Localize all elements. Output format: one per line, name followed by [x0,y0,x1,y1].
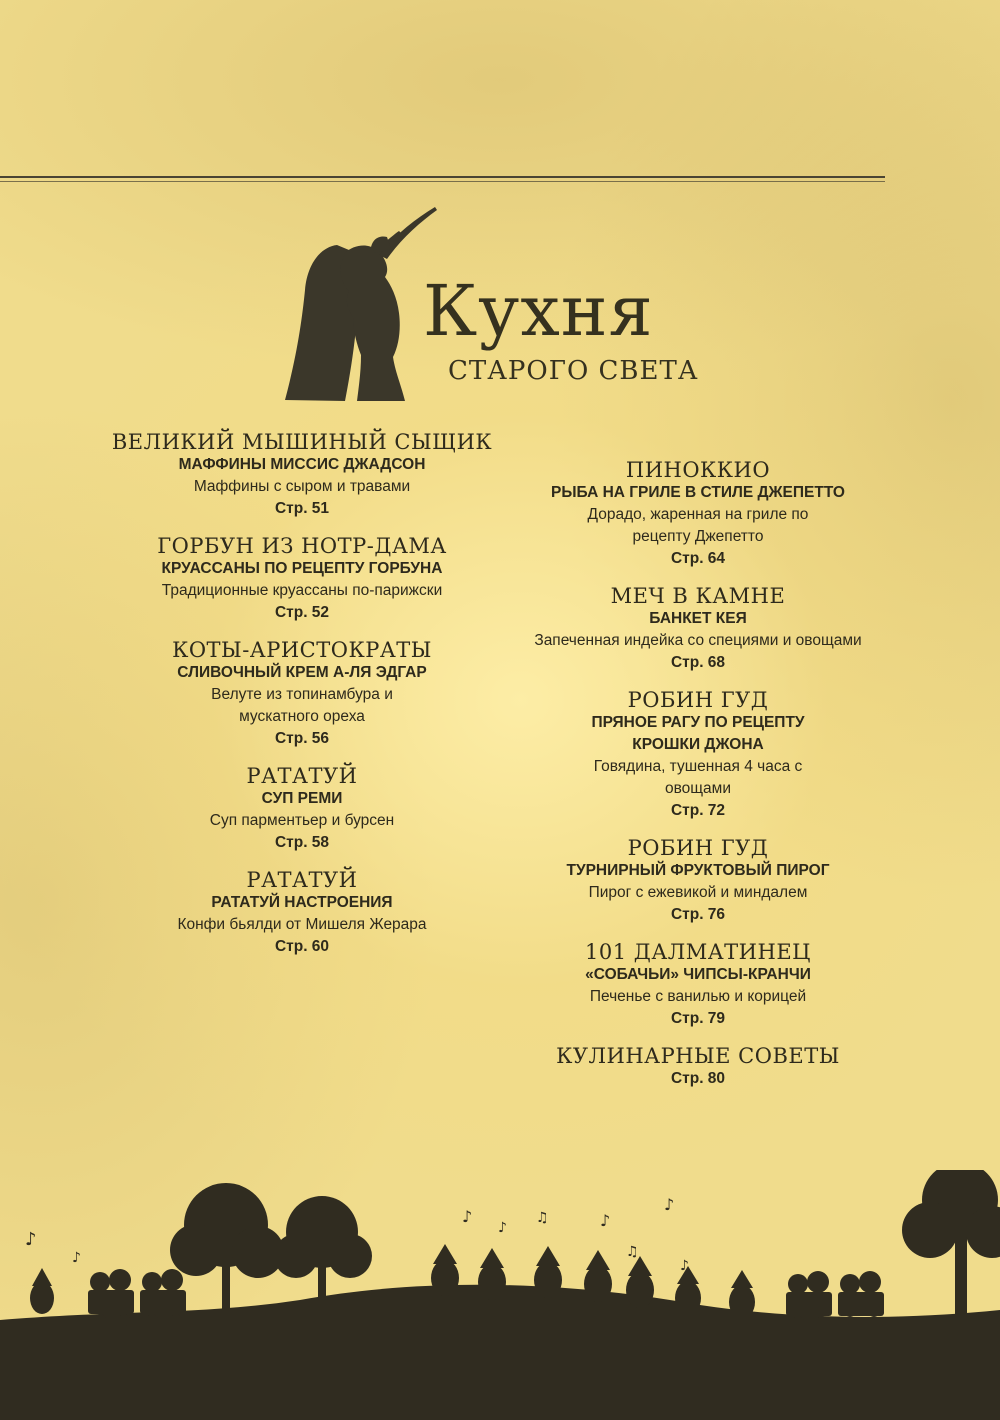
contents-entry [102,764,502,854]
header-rule-thin [0,181,885,182]
recipe-description: Запеченная индейка со специями и овощами [534,632,862,649]
svg-text:♪: ♪ [498,1220,507,1236]
page-number: Стр. 79 [670,1010,726,1027]
page-number: Стр. 72 [670,802,726,819]
movie-title: ПИНОККИО [625,458,771,482]
recipe-title: ПРЯНОЕ РАГУ ПО РЕЦЕПТУ КРОШКИ ДЖОНА [591,714,805,753]
recipe-title: СУП РЕМИ [261,790,343,807]
page-number: Стр. 51 [274,500,330,517]
recipe-description: Пирог с ежевикой и миндалем [588,884,808,901]
recipe-title: БАНКЕТ КЕЯ [649,610,747,627]
recipe-title: РЫБА НА ГРИЛЕ В СТИЛЕ ДЖЕПЕТТО [551,484,845,501]
recipe-description: Говядина, тушенная 4 часа с овощами [593,758,803,797]
contents-entry [498,688,898,822]
recipe-description: Велуте из топинамбура и мускатного ореха [211,686,393,725]
page-title: Кухня [423,270,654,352]
movie-title: РОБИН ГУД [627,836,769,860]
recipe-title: «СОБАЧЬИ» ЧИПСЫ-КРАНЧИ [585,966,811,983]
svg-text:♪: ♪ [600,1211,611,1230]
page-number: Стр. 56 [274,730,330,747]
recipe-title: КРУАССАНЫ ПО РЕЦЕПТУ ГОРБУНА [161,560,443,577]
page-number: Стр. 52 [274,604,330,621]
recipe-description: Конфи бьялди от Мишеля Жерара [177,916,427,933]
movie-title: КУЛИНАРНЫЕ СОВЕТЫ [556,1044,840,1068]
contents-entry [102,534,502,624]
svg-text:♫: ♫ [626,1244,639,1260]
recipe-description: Традиционные круассаны по-парижски [161,582,443,599]
contents-entry [102,638,502,750]
page-number: Стр. 64 [670,550,726,567]
left-contents-column [102,430,502,972]
recipe-description: Маффины с сыром и травами [193,478,411,495]
recipe-title: СЛИВОЧНЫЙ КРЕМ А-ЛЯ ЭДГАР [177,664,427,681]
dwarfs-march-silhouette-illustration [0,1170,1000,1420]
page-subtitle: СТАРОГО СВЕТА [448,356,699,386]
robin-hood-silhouette-illustration [275,205,445,405]
recipe-title: ТУРНИРНЫЙ ФРУКТОВЫЙ ПИРОГ [566,862,830,879]
contents-entry [498,940,898,1030]
movie-title: МЕЧ В КАМНЕ [610,584,786,608]
contents-entry [498,1044,898,1090]
contents-entry [498,458,898,570]
contents-entry [498,836,898,926]
svg-text:♪: ♪ [25,1229,37,1250]
header-rule [0,176,885,178]
svg-text:♫: ♫ [536,1210,549,1226]
recipe-description: Дорадо, жаренная на гриле по рецепту Джепетто [587,506,809,545]
page-number: Стр. 68 [670,654,726,671]
contents-entry [498,584,898,674]
svg-text:♪: ♪ [72,1250,81,1266]
recipe-title: РАТАТУЙ НАСТРОЕНИЯ [211,894,393,911]
right-contents-column [498,458,898,1104]
recipe-title: МАФФИНЫ МИССИС ДЖАДСОН [178,456,426,473]
recipe-description: Печенье с ванилью и корицей [589,988,807,1005]
svg-text:♪: ♪ [462,1207,473,1226]
movie-title: КОТЫ-АРИСТОКРАТЫ [172,638,432,662]
page-number: Стр. 60 [274,938,330,955]
movie-title: ГОРБУН ИЗ НОТР-ДАМА [157,534,447,558]
movie-title: РАТАТУЙ [246,764,358,788]
movie-title: РОБИН ГУД [627,688,769,712]
movie-title: 101 ДАЛМАТИНЕЦ [585,940,811,964]
movie-title: РАТАТУЙ [246,868,358,892]
contents-entry [102,430,502,520]
page-number: Стр. 58 [274,834,330,851]
svg-text:♪: ♪ [664,1195,675,1214]
page-number: Стр. 80 [670,1070,726,1087]
svg-text:♪: ♪ [680,1258,689,1274]
recipe-description: Суп парментьер и бурсен [209,812,395,829]
page-number: Стр. 76 [670,906,726,923]
movie-title: ВЕЛИКИЙ МЫШИНЫЙ СЫЩИК [111,430,493,454]
contents-entry [102,868,502,958]
